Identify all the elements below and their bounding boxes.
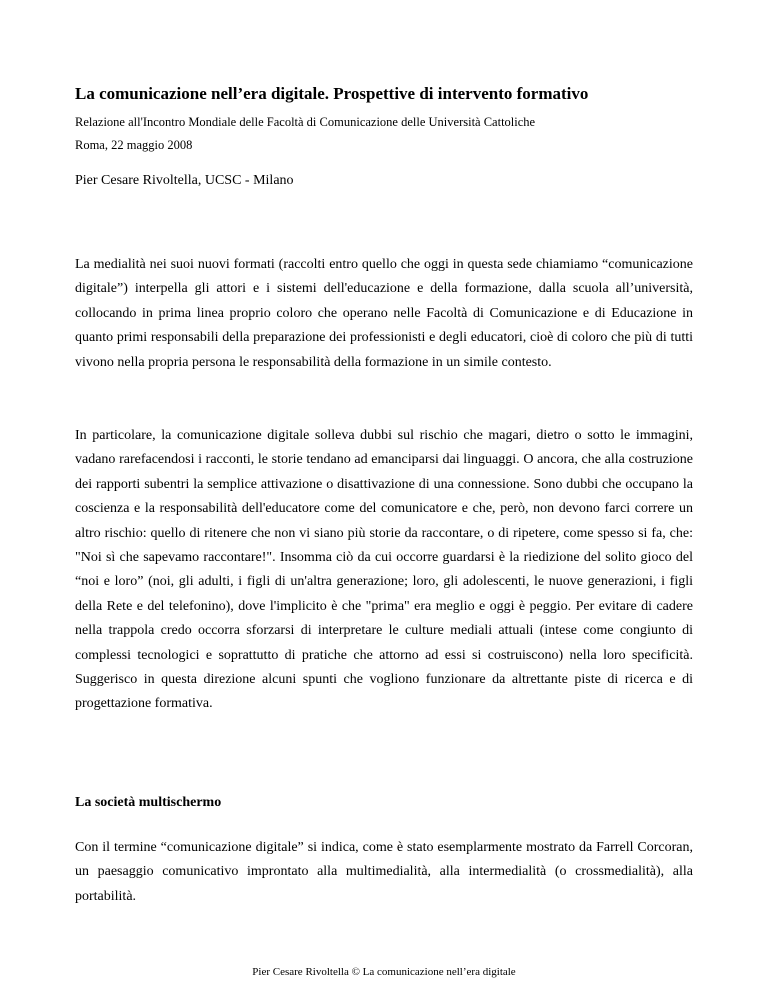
- page-footer: Pier Cesare Rivoltella © La comunicazione nell’era digitale: [252, 966, 516, 978]
- section-heading: La società multischermo: [75, 795, 222, 810]
- paragraph-intro: La medialità nei suoi nuovi formati (raccolti entro quello che oggi in questa sede chiamiamo “comunicazione digitale”) interpella gli attori e i sistemi dell'educazione e della formazione, dalla scuola all’università, collocando in prima linea proprio coloro che operano nelle Facoltà di Comunicazione e di Educazione in quanto primi responsabili della preparazione dei professionisti e degli educatori, cioè di coloro che più di tutti vivono nella propria persona le responsabilità della formazione in un simile contesto.: [75, 257, 693, 370]
- paragraph-section: Con il termine “comunicazione digitale” si indica, come è stato esemplarmente mostrato da Farrell Corcoran, un paesaggio comunicativo improntato alla multimedialità, alla intermedialità (o crossmedialità), alla portabilità.: [75, 840, 693, 904]
- document-subtitle: Relazione all'Incontro Mondiale delle Facoltà di Comunicazione delle Università Cattoliche: [75, 115, 536, 129]
- paragraph-body: In particolare, la comunicazione digitale solleva dubbi sul rischio che magari, dietro o sotto le immagini, vadano rarefacendosi i racconti, le storie tendano ad emanciparsi dai linguaggi. O ancora, che alla costruzione dei rapporti subentri la semplice attivazione o disattivazione di una connessione. Sono dubbi che occupano la coscienza e la responsabilità dell'educatore come del comunicatore e che, però, non devono farci correre un altro rischio: quello di ritenere che non vi siano più storie da raccontare, o di ripetere, come spesso si fa, che: "Noi sì che sapevamo raccontare!". Insomma ciò da cui occorre guardarsi è la riedizione del solito gioco del “noi e loro” (noi, gli adulti, i figli di un'altra generazione; loro, gli adolescenti, le nuove generazioni, i figli della Rete e del telefonino), dove l'implicito è che "prima" era meglio e oggi è peggio. Per evitare di cadere nella trappola credo occorra sforzarsi di interpretare le culture mediali attuali (intese come congiunto di complessi tecnologici e soprattutto di pratiche che attorno ad essi si costruiscono) nella loro specificità. Suggerisco in questa direzione alcuni spunti che vogliono funzionare da altrettante piste di ricerca e di progettazione formativa.: [75, 428, 693, 712]
- document-title: La comunicazione nell’era digitale. Prospettive di intervento formativo: [75, 84, 589, 103]
- document-author: Pier Cesare Rivoltella, UCSC - Milano: [75, 173, 294, 188]
- document-date: Roma, 22 maggio 2008: [75, 138, 193, 152]
